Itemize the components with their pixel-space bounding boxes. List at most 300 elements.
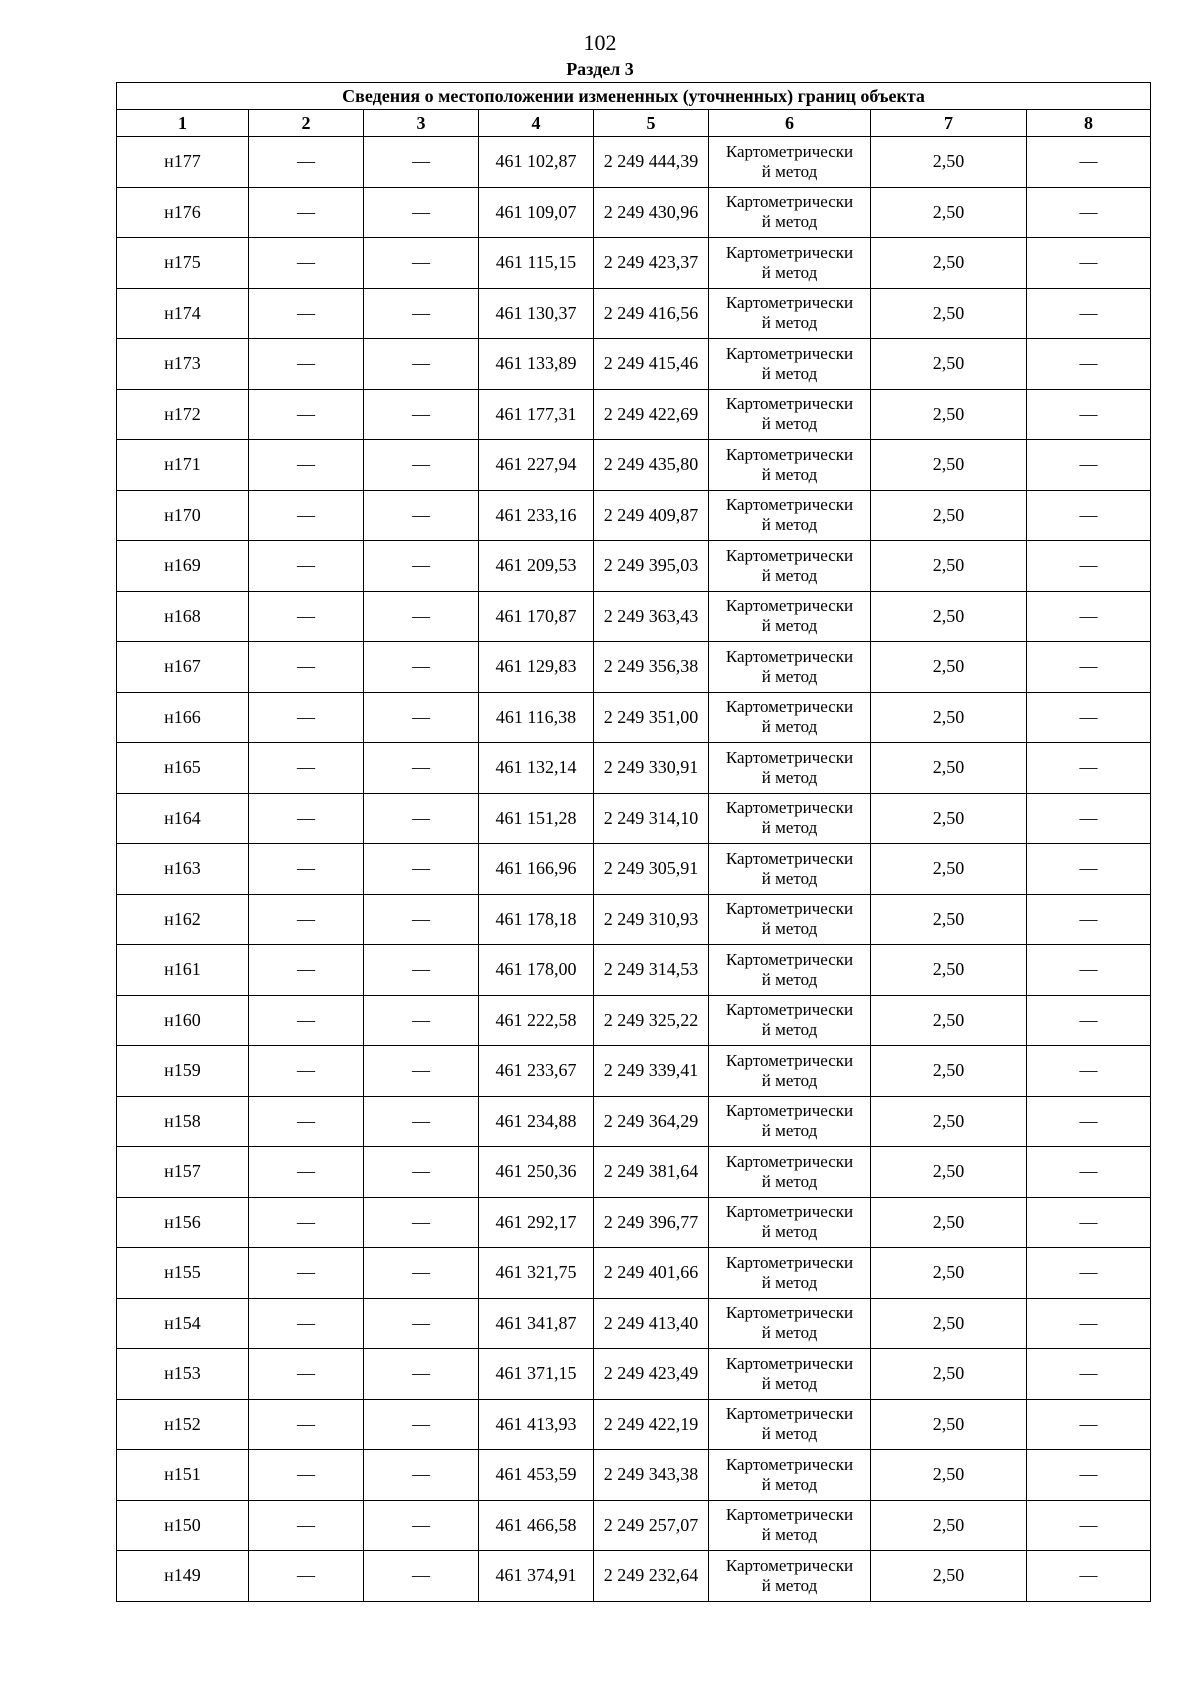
empty-dash-cell: — xyxy=(364,389,479,440)
coordinate-x-cell: 461 466,58 xyxy=(479,1500,594,1551)
method-line: Картометрически xyxy=(725,646,854,666)
method-line: й метод xyxy=(761,515,818,535)
column-number: 6 xyxy=(709,110,871,137)
method-line: й метод xyxy=(761,1272,818,1292)
coordinate-x-cell: 461 374,91 xyxy=(479,1551,594,1602)
empty-dash-cell: — xyxy=(249,1551,364,1602)
coordinate-y-cell: 2 249 343,38 xyxy=(594,1450,709,1501)
coordinate-y-cell: 2 249 401,66 xyxy=(594,1248,709,1299)
table-row xyxy=(117,1500,1151,1551)
empty-dash-cell: — xyxy=(249,1450,364,1501)
method-line: й метод xyxy=(761,565,818,585)
empty-dash-cell: — xyxy=(364,995,479,1046)
empty-dash-cell: — xyxy=(1027,844,1151,895)
method-line: Картометрически xyxy=(725,596,854,616)
empty-dash-cell: — xyxy=(1027,1046,1151,1097)
accuracy-cell: 2,50 xyxy=(871,1197,1027,1248)
coordinate-y-cell: 2 249 310,93 xyxy=(594,894,709,945)
method-cell xyxy=(709,591,871,642)
coordinate-y-cell: 2 249 257,07 xyxy=(594,1500,709,1551)
table-row xyxy=(117,187,1151,238)
accuracy-cell: 2,50 xyxy=(871,1248,1027,1299)
empty-dash-cell: — xyxy=(1027,995,1151,1046)
coordinate-x-cell: 461 115,15 xyxy=(479,238,594,289)
point-id-cell: н167 xyxy=(117,642,249,693)
empty-dash-cell: — xyxy=(1027,1248,1151,1299)
method-line: й метод xyxy=(761,1020,818,1040)
table-row xyxy=(117,793,1151,844)
coordinate-y-cell: 2 249 314,10 xyxy=(594,793,709,844)
empty-dash-cell: — xyxy=(364,187,479,238)
empty-dash-cell: — xyxy=(364,339,479,390)
empty-dash-cell: — xyxy=(364,1298,479,1349)
empty-dash-cell: — xyxy=(1027,288,1151,339)
empty-dash-cell: — xyxy=(364,793,479,844)
table-row xyxy=(117,389,1151,440)
method-line: й метод xyxy=(761,1575,818,1595)
boundary-coordinates-table xyxy=(116,82,1151,1602)
coordinate-x-cell: 461 130,37 xyxy=(479,288,594,339)
method-line: й метод xyxy=(761,313,818,333)
table-row xyxy=(117,995,1151,1046)
empty-dash-cell: — xyxy=(249,1500,364,1551)
accuracy-cell: 2,50 xyxy=(871,1500,1027,1551)
empty-dash-cell: — xyxy=(1027,793,1151,844)
method-line: й метод xyxy=(761,1070,818,1090)
column-number: 2 xyxy=(249,110,364,137)
method-line: й метод xyxy=(761,767,818,787)
point-id-cell: н177 xyxy=(117,137,249,188)
table-caption: Сведения о местоположении измененных (уточненных) границ объекта xyxy=(117,83,1151,110)
table-row xyxy=(117,945,1151,996)
point-id-cell: н172 xyxy=(117,389,249,440)
accuracy-cell: 2,50 xyxy=(871,642,1027,693)
empty-dash-cell: — xyxy=(1027,692,1151,743)
empty-dash-cell: — xyxy=(1027,1349,1151,1400)
table-row xyxy=(117,1197,1151,1248)
coordinate-x-cell: 461 233,67 xyxy=(479,1046,594,1097)
coordinate-x-cell: 461 250,36 xyxy=(479,1147,594,1198)
method-line: й метод xyxy=(761,464,818,484)
coordinate-x-cell: 461 178,18 xyxy=(479,894,594,945)
accuracy-cell: 2,50 xyxy=(871,288,1027,339)
column-number: 7 xyxy=(871,110,1027,137)
point-id-cell: н175 xyxy=(117,238,249,289)
empty-dash-cell: — xyxy=(364,490,479,541)
method-line: й метод xyxy=(761,1222,818,1242)
accuracy-cell: 2,50 xyxy=(871,1349,1027,1400)
empty-dash-cell: — xyxy=(249,844,364,895)
column-number: 3 xyxy=(364,110,479,137)
empty-dash-cell: — xyxy=(1027,945,1151,996)
method-cell xyxy=(709,692,871,743)
coordinate-y-cell: 2 249 395,03 xyxy=(594,541,709,592)
empty-dash-cell: — xyxy=(364,1096,479,1147)
point-id-cell: н176 xyxy=(117,187,249,238)
coordinate-y-cell: 2 249 444,39 xyxy=(594,137,709,188)
table-row xyxy=(117,490,1151,541)
method-cell xyxy=(709,1349,871,1400)
empty-dash-cell: — xyxy=(1027,1551,1151,1602)
empty-dash-cell: — xyxy=(249,642,364,693)
empty-dash-cell: — xyxy=(249,743,364,794)
empty-dash-cell: — xyxy=(249,1399,364,1450)
point-id-cell: н159 xyxy=(117,1046,249,1097)
accuracy-cell: 2,50 xyxy=(871,1450,1027,1501)
point-id-cell: н150 xyxy=(117,1500,249,1551)
accuracy-cell: 2,50 xyxy=(871,1298,1027,1349)
coordinate-y-cell: 2 249 415,46 xyxy=(594,339,709,390)
point-id-cell: н170 xyxy=(117,490,249,541)
empty-dash-cell: — xyxy=(249,995,364,1046)
accuracy-cell: 2,50 xyxy=(871,339,1027,390)
coordinate-y-cell: 2 249 330,91 xyxy=(594,743,709,794)
coordinate-y-cell: 2 249 232,64 xyxy=(594,1551,709,1602)
empty-dash-cell: — xyxy=(364,541,479,592)
coordinate-y-cell: 2 249 339,41 xyxy=(594,1046,709,1097)
table-row xyxy=(117,1248,1151,1299)
method-line: Картометрически xyxy=(725,545,854,565)
point-id-cell: н153 xyxy=(117,1349,249,1400)
method-cell xyxy=(709,1248,871,1299)
method-line: й метод xyxy=(761,969,818,989)
method-cell xyxy=(709,541,871,592)
empty-dash-cell: — xyxy=(249,339,364,390)
method-line: Картометрически xyxy=(725,394,854,414)
coordinate-y-cell: 2 249 305,91 xyxy=(594,844,709,895)
point-id-cell: н166 xyxy=(117,692,249,743)
empty-dash-cell: — xyxy=(1027,743,1151,794)
empty-dash-cell: — xyxy=(364,440,479,491)
method-line: Картометрически xyxy=(725,1202,854,1222)
accuracy-cell: 2,50 xyxy=(871,844,1027,895)
empty-dash-cell: — xyxy=(364,692,479,743)
accuracy-cell: 2,50 xyxy=(871,793,1027,844)
point-id-cell: н149 xyxy=(117,1551,249,1602)
coordinate-x-cell: 461 413,93 xyxy=(479,1399,594,1450)
table-row xyxy=(117,591,1151,642)
method-line: Картометрически xyxy=(725,1454,854,1474)
coordinate-y-cell: 2 249 396,77 xyxy=(594,1197,709,1248)
coordinate-y-cell: 2 249 430,96 xyxy=(594,187,709,238)
method-cell xyxy=(709,1551,871,1602)
empty-dash-cell: — xyxy=(364,945,479,996)
empty-dash-cell: — xyxy=(249,1197,364,1248)
accuracy-cell: 2,50 xyxy=(871,1399,1027,1450)
method-line: й метод xyxy=(761,818,818,838)
method-cell xyxy=(709,945,871,996)
method-cell xyxy=(709,1096,871,1147)
method-cell xyxy=(709,187,871,238)
accuracy-cell: 2,50 xyxy=(871,490,1027,541)
method-cell xyxy=(709,339,871,390)
table-row xyxy=(117,1551,1151,1602)
method-line: Картометрически xyxy=(725,1404,854,1424)
method-line: Картометрически xyxy=(725,495,854,515)
accuracy-cell: 2,50 xyxy=(871,894,1027,945)
section-title: Раздел 3 xyxy=(566,59,634,79)
table-row xyxy=(117,339,1151,390)
method-line: й метод xyxy=(761,414,818,434)
accuracy-cell: 2,50 xyxy=(871,389,1027,440)
coordinate-y-cell: 2 249 435,80 xyxy=(594,440,709,491)
accuracy-cell: 2,50 xyxy=(871,541,1027,592)
point-id-cell: н171 xyxy=(117,440,249,491)
empty-dash-cell: — xyxy=(1027,1147,1151,1198)
coordinate-x-cell: 461 177,31 xyxy=(479,389,594,440)
method-line: Картометрически xyxy=(725,192,854,212)
method-line: Картометрически xyxy=(725,141,854,161)
empty-dash-cell: — xyxy=(364,844,479,895)
method-line: й метод xyxy=(761,666,818,686)
empty-dash-cell: — xyxy=(249,541,364,592)
coordinate-x-cell: 461 453,59 xyxy=(479,1450,594,1501)
method-line: Картометрически xyxy=(725,949,854,969)
coordinate-x-cell: 461 178,00 xyxy=(479,945,594,996)
coordinate-y-cell: 2 249 409,87 xyxy=(594,490,709,541)
accuracy-cell: 2,50 xyxy=(871,440,1027,491)
method-line: й метод xyxy=(761,1171,818,1191)
empty-dash-cell: — xyxy=(364,288,479,339)
method-line: Картометрически xyxy=(725,1101,854,1121)
table-row xyxy=(117,642,1151,693)
empty-dash-cell: — xyxy=(364,1349,479,1400)
empty-dash-cell: — xyxy=(1027,339,1151,390)
empty-dash-cell: — xyxy=(1027,440,1151,491)
coordinate-x-cell: 461 371,15 xyxy=(479,1349,594,1400)
method-line: й метод xyxy=(761,1323,818,1343)
method-cell xyxy=(709,288,871,339)
coordinate-y-cell: 2 249 351,00 xyxy=(594,692,709,743)
coordinate-x-cell: 461 109,07 xyxy=(479,187,594,238)
method-cell xyxy=(709,1298,871,1349)
method-line: й метод xyxy=(761,363,818,383)
method-line: й метод xyxy=(761,919,818,939)
table-row xyxy=(117,844,1151,895)
coordinate-x-cell: 461 321,75 xyxy=(479,1248,594,1299)
method-line: Картометрически xyxy=(725,1555,854,1575)
empty-dash-cell: — xyxy=(249,1248,364,1299)
empty-dash-cell: — xyxy=(249,1298,364,1349)
coordinate-x-cell: 461 132,14 xyxy=(479,743,594,794)
method-line: й метод xyxy=(761,1121,818,1141)
point-id-cell: н164 xyxy=(117,793,249,844)
method-line: й метод xyxy=(761,1424,818,1444)
table-row xyxy=(117,894,1151,945)
accuracy-cell: 2,50 xyxy=(871,1551,1027,1602)
method-cell xyxy=(709,1197,871,1248)
method-line: й метод xyxy=(761,868,818,888)
column-number: 4 xyxy=(479,110,594,137)
table-body xyxy=(117,137,1151,1602)
accuracy-cell: 2,50 xyxy=(871,238,1027,289)
empty-dash-cell: — xyxy=(249,389,364,440)
empty-dash-cell: — xyxy=(1027,1500,1151,1551)
column-number: 1 xyxy=(117,110,249,137)
empty-dash-cell: — xyxy=(364,1399,479,1450)
method-line: Картометрически xyxy=(725,242,854,262)
method-line: Картометрически xyxy=(725,1505,854,1525)
point-id-cell: н157 xyxy=(117,1147,249,1198)
empty-dash-cell: — xyxy=(249,1096,364,1147)
point-id-cell: н173 xyxy=(117,339,249,390)
empty-dash-cell: — xyxy=(1027,187,1151,238)
empty-dash-cell: — xyxy=(364,238,479,289)
empty-dash-cell: — xyxy=(249,187,364,238)
table-row xyxy=(117,692,1151,743)
coordinate-y-cell: 2 249 422,69 xyxy=(594,389,709,440)
empty-dash-cell: — xyxy=(249,288,364,339)
coordinate-x-cell: 461 233,16 xyxy=(479,490,594,541)
empty-dash-cell: — xyxy=(1027,238,1151,289)
coordinate-x-cell: 461 222,58 xyxy=(479,995,594,1046)
accuracy-cell: 2,50 xyxy=(871,945,1027,996)
point-id-cell: н169 xyxy=(117,541,249,592)
method-line: Картометрически xyxy=(725,848,854,868)
empty-dash-cell: — xyxy=(249,490,364,541)
coordinate-x-cell: 461 170,87 xyxy=(479,591,594,642)
method-cell xyxy=(709,238,871,289)
method-line: Картометрически xyxy=(725,1050,854,1070)
empty-dash-cell: — xyxy=(1027,1096,1151,1147)
coordinate-y-cell: 2 249 381,64 xyxy=(594,1147,709,1198)
coordinate-y-cell: 2 249 364,29 xyxy=(594,1096,709,1147)
point-id-cell: н161 xyxy=(117,945,249,996)
column-number: 8 xyxy=(1027,110,1151,137)
method-line: Картометрически xyxy=(725,293,854,313)
empty-dash-cell: — xyxy=(364,591,479,642)
empty-dash-cell: — xyxy=(1027,591,1151,642)
method-line: Картометрически xyxy=(725,444,854,464)
method-cell xyxy=(709,137,871,188)
accuracy-cell: 2,50 xyxy=(871,743,1027,794)
method-line: й метод xyxy=(761,616,818,636)
point-id-cell: н151 xyxy=(117,1450,249,1501)
method-cell xyxy=(709,389,871,440)
coordinate-x-cell: 461 341,87 xyxy=(479,1298,594,1349)
method-cell xyxy=(709,440,871,491)
coordinate-x-cell: 461 234,88 xyxy=(479,1096,594,1147)
method-line: й метод xyxy=(761,212,818,232)
coordinate-x-cell: 461 209,53 xyxy=(479,541,594,592)
method-cell xyxy=(709,894,871,945)
method-line: й метод xyxy=(761,262,818,282)
method-cell xyxy=(709,642,871,693)
table-row xyxy=(117,288,1151,339)
point-id-cell: н158 xyxy=(117,1096,249,1147)
empty-dash-cell: — xyxy=(1027,894,1151,945)
method-cell xyxy=(709,1450,871,1501)
empty-dash-cell: — xyxy=(364,1197,479,1248)
empty-dash-cell: — xyxy=(249,894,364,945)
point-id-cell: н168 xyxy=(117,591,249,642)
coordinate-x-cell: 461 292,17 xyxy=(479,1197,594,1248)
coordinate-x-cell: 461 129,83 xyxy=(479,642,594,693)
coordinate-y-cell: 2 249 423,49 xyxy=(594,1349,709,1400)
method-line: Картометрически xyxy=(725,798,854,818)
coordinate-x-cell: 461 151,28 xyxy=(479,793,594,844)
table-row xyxy=(117,137,1151,188)
table-row xyxy=(117,541,1151,592)
empty-dash-cell: — xyxy=(364,1147,479,1198)
empty-dash-cell: — xyxy=(1027,541,1151,592)
method-line: Картометрически xyxy=(725,1353,854,1373)
point-id-cell: н162 xyxy=(117,894,249,945)
empty-dash-cell: — xyxy=(1027,1450,1151,1501)
empty-dash-cell: — xyxy=(364,137,479,188)
empty-dash-cell: — xyxy=(249,1349,364,1400)
coordinate-y-cell: 2 249 356,38 xyxy=(594,642,709,693)
empty-dash-cell: — xyxy=(249,1046,364,1097)
empty-dash-cell: — xyxy=(1027,1197,1151,1248)
method-line: Картометрически xyxy=(725,1151,854,1171)
method-line: Картометрически xyxy=(725,747,854,767)
empty-dash-cell: — xyxy=(1027,490,1151,541)
coordinate-x-cell: 461 133,89 xyxy=(479,339,594,390)
coordinate-y-cell: 2 249 416,56 xyxy=(594,288,709,339)
empty-dash-cell: — xyxy=(1027,389,1151,440)
method-cell xyxy=(709,1500,871,1551)
accuracy-cell: 2,50 xyxy=(871,137,1027,188)
page-number: 102 xyxy=(583,30,617,55)
coordinate-y-cell: 2 249 363,43 xyxy=(594,591,709,642)
coordinate-x-cell: 461 166,96 xyxy=(479,844,594,895)
method-cell xyxy=(709,1147,871,1198)
point-id-cell: н152 xyxy=(117,1399,249,1450)
point-id-cell: н163 xyxy=(117,844,249,895)
empty-dash-cell: — xyxy=(364,894,479,945)
method-line: й метод xyxy=(761,161,818,181)
empty-dash-cell: — xyxy=(364,1248,479,1299)
accuracy-cell: 2,50 xyxy=(871,1046,1027,1097)
table-row xyxy=(117,1349,1151,1400)
method-cell xyxy=(709,490,871,541)
method-cell xyxy=(709,844,871,895)
empty-dash-cell: — xyxy=(249,692,364,743)
table-row xyxy=(117,1399,1151,1450)
method-cell xyxy=(709,743,871,794)
method-cell xyxy=(709,1399,871,1450)
empty-dash-cell: — xyxy=(364,1450,479,1501)
empty-dash-cell: — xyxy=(1027,1399,1151,1450)
empty-dash-cell: — xyxy=(249,238,364,289)
empty-dash-cell: — xyxy=(249,137,364,188)
table-row xyxy=(117,1298,1151,1349)
method-line: Картометрически xyxy=(725,697,854,717)
method-line: й метод xyxy=(761,1474,818,1494)
empty-dash-cell: — xyxy=(364,1551,479,1602)
column-number: 5 xyxy=(594,110,709,137)
empty-dash-cell: — xyxy=(1027,642,1151,693)
method-line: й метод xyxy=(761,1373,818,1393)
method-line: Картометрически xyxy=(725,1252,854,1272)
method-cell xyxy=(709,1046,871,1097)
accuracy-cell: 2,50 xyxy=(871,995,1027,1046)
empty-dash-cell: — xyxy=(249,1147,364,1198)
point-id-cell: н154 xyxy=(117,1298,249,1349)
point-id-cell: н156 xyxy=(117,1197,249,1248)
method-cell xyxy=(709,793,871,844)
point-id-cell: н174 xyxy=(117,288,249,339)
coordinate-y-cell: 2 249 423,37 xyxy=(594,238,709,289)
table-row xyxy=(117,440,1151,491)
coordinate-x-cell: 461 116,38 xyxy=(479,692,594,743)
method-line: Картометрически xyxy=(725,1303,854,1323)
empty-dash-cell: — xyxy=(364,743,479,794)
table-row xyxy=(117,238,1151,289)
empty-dash-cell: — xyxy=(249,591,364,642)
point-id-cell: н165 xyxy=(117,743,249,794)
